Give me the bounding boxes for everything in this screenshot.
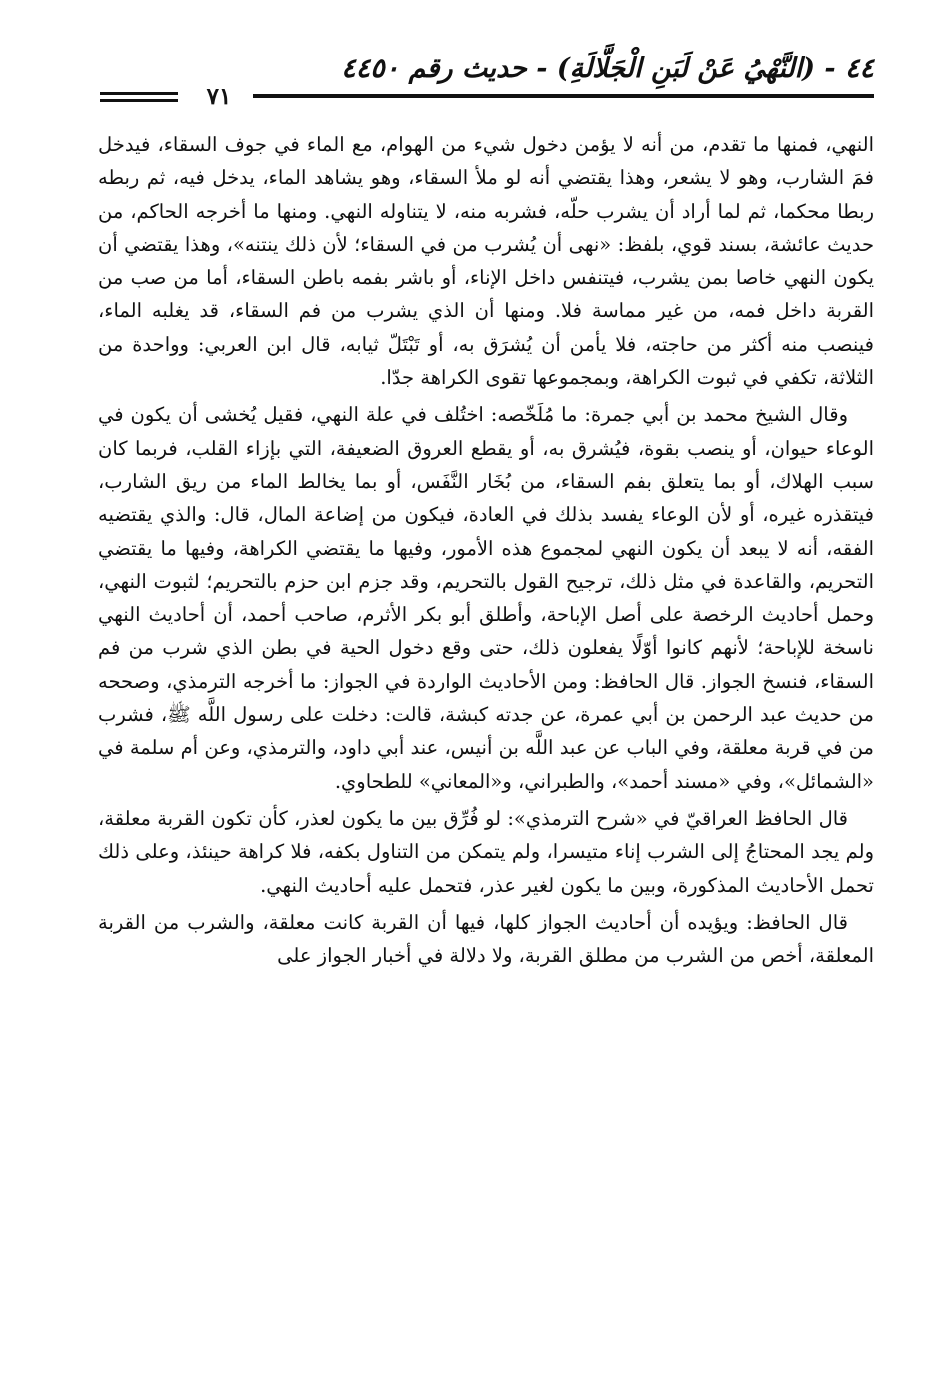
paragraph: قال الحافظ العراقيّ في «شرح الترمذي»: لو فُرِّق بين ما يكون لعذر، كأن تكون القربة معلقة، ولم يجد المحتاجُ إلى الشرب إناء متيسرا، ولم يتمكن من التناول بكفه، فلا كراهة حينئذ، وعلى ذلك تحمل الأحاديث المذكورة، وبين ما يكون لغير عذر، فتحمل عليه أحاديث النهي.	[98, 806, 874, 897]
paragraph: وقال الشيخ محمد بن أبي جمرة: ما مُلَخّصه: اختُلف في علة النهي، فقيل يُخشى أن يكون في الوعاء حيوان، أو ينصب بقوة، فيُشرق به، أو يقطع العروق الضعيفة، التي بإزاء القلب، فربما كان سبب الهلاك، أو بما يتعلق بفم السقاء، من بُخَار النَّفَس، أو بما يخالط الماء من ريق الشارب، فيتقذره غيره، أو لأن الوعاء يفسد بذلك في العادة، فيكون من إضاعة المال، قال: والذي يقتضيه الفقه، أنه لا يبعد أن يكون النهي لمجموع هذه الأمور، وفيها ما يقتضي الكراهة، وفيها ما يقتضي التحريم، والقاعدة في مثل ذلك، ترجيح القول بالتحريم، وقد جزم ابن حزم بالتحريم؛ لثبوت النهي، وحمل أحاديث الرخصة على أصل الإباحة، وأطلق أبو بكر الأثرم، صاحب أحمد، أن أحاديث النهي ناسخة للإباحة؛ لأنهم كانوا أوّلًا يفعلون ذلك، حتى وقع دخول الحية في بطن الذي شرب من فم السقاء، فنسخ الجواز. قال الحافظ: ومن الأحاديث الواردة في الجواز: ما أخرجه الترمذي، وصححه من حديث عبد الرحمن بن أبي عمرة، عن جدته كبشة، قالت: دخلت على رسول اللَّه ﷺ، فشرب من في قربة معلقة، وفي الباب عن عبد اللَّه بن أنيس، عند أبي داود، والترمذي، وعن أم سلمة في «الشمائل»، وفي «مسند أحمد»، والطبراني، و«المعاني» للطحاوي.	[98, 403, 874, 793]
running-title: ٤٤ - (النَّهْيُ عَنْ لَبَنِ الْجَلَّالَةِ) - حديث رقم ٤٤٥٠	[341, 53, 874, 84]
header-rule	[253, 94, 874, 98]
header-double-rule	[100, 92, 178, 102]
paragraph: قال الحافظ: ويؤيده أن أحاديث الجواز كلها، فيها أن القربة كانت معلقة، والشرب من القربة المعلقة، أخص من الشرب من مطلق القربة، ولا دلالة في أخبار الجواز على	[98, 910, 874, 968]
page-header	[98, 50, 874, 108]
paragraph: النهي، فمنها ما تقدم، من أنه لا يؤمن دخول شيء من الهوام، مع الماء في جوف السقاء، فيدخل فمَ الشارب، وهو لا يشعر، وهذا يقتضي أنه لو ملأ السقاء، وهو يشاهد الماء، يدخل فيه، ثم ربطه ربطا محكما، ثم لما أراد أن يشرب حلّه، فشربه منه، لا يتناوله النهي. ومنها ما أخرجه الحاكم، من حديث عائشة، بسند قوي، بلفظ: «نهى أن يُشرب من في السقاء؛ لأن ذلك ينتنه»، وهذا يقتضي أن يكون النهي خاصا بمن يشرب، فيتنفس داخل الإناء، أو باشر بفمه باطن السقاء، أما من صب من القربة داخل فمه، من غير مماسة فلا. ومنها أن الذي يشرب من فم السقاء، قد يغلبه الماء، فينصب منه أكثر من حاجته، فلا يأمن أن يُشرَق به، أو تَبْتَلّ ثيابه، قال ابن العربي: وواحدة من الثلاثة، تكفي في ثبوت الكراهة، وبمجموعها تقوى الكراهة جدّا.	[98, 133, 874, 390]
page-number: ٧١	[206, 83, 232, 110]
page-body	[98, 128, 874, 976]
